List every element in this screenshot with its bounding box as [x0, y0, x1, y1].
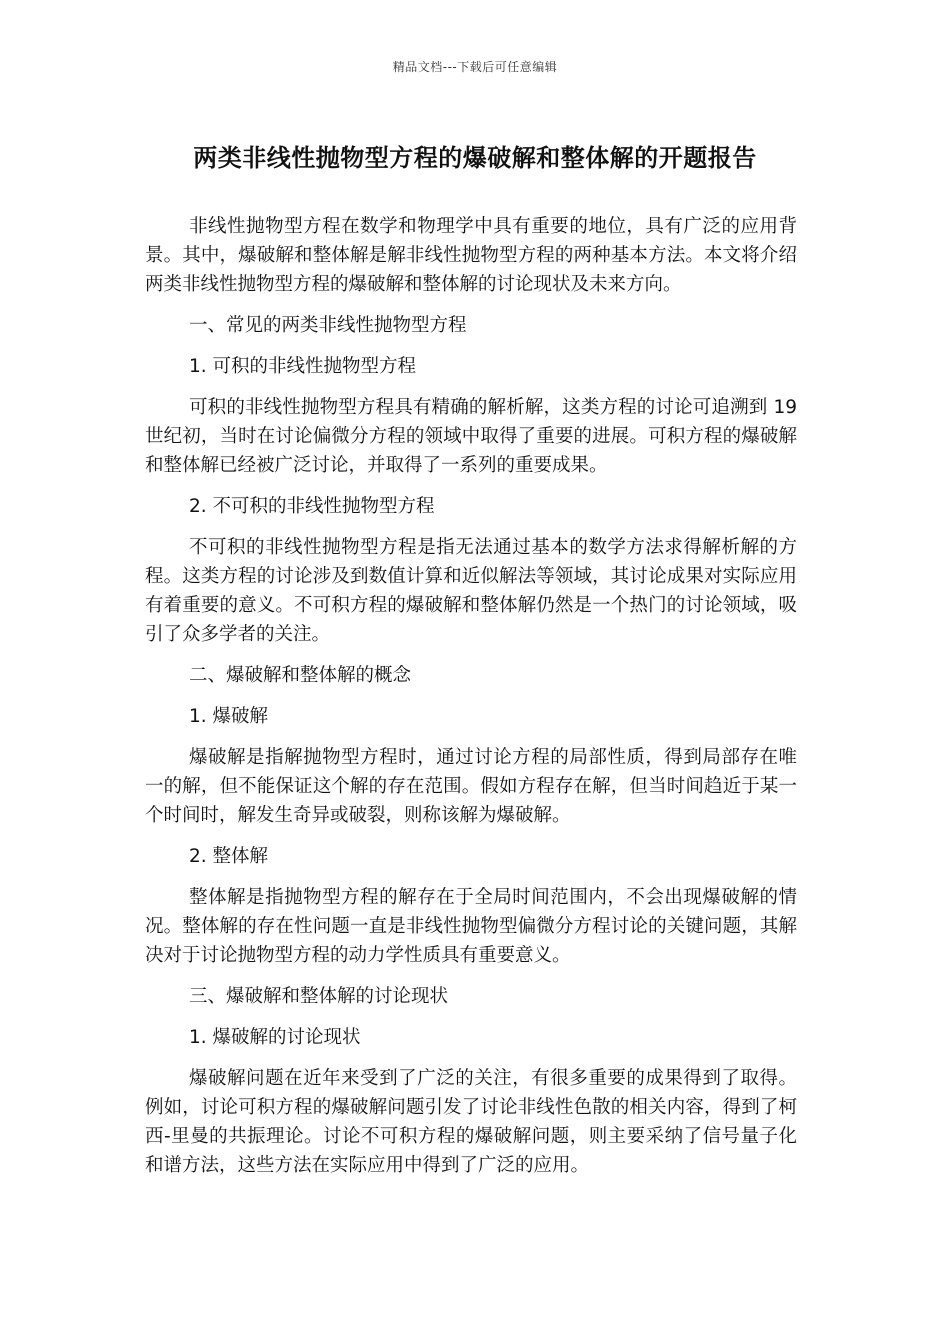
paragraph-integrable: 可积的非线性抛物型方程具有精确的解析解，这类方程的讨论可追溯到 19 世纪初，当时在讨论偏微分方程的领域中取得了重要的进展。可积方程的爆破解和整体解已经被广泛讨论，并取得了一系列的重要成果。 [145, 397, 797, 476]
paragraph-blowup-status: 爆破解问题在近年来受到了广泛的关注，有很多重要的成果得到了取得。例如，讨论可积方程的爆破解问题引发了讨论非线性色散的相关内容，得到了柯西-里曼的共振理论。讨论不可积方程的爆破解问题，则主要采纳了信号量子化和谱方法，这些方法在实际应用中得到了广泛的应用。 [145, 1068, 797, 1176]
section-heading-1: 一、常见的两类非线性抛物型方程 [189, 315, 467, 336]
paragraph-nonintegrable: 不可积的非线性抛物型方程是指无法通过基本的数学方法求得解析解的方程。这类方程的讨论涉及到数值计算和近似解法等领域，其讨论成果对实际应用有着重要的意义。不可积方程的爆破解和整体解仍然是一个热门的讨论领域，吸引了众多学者的关注。 [145, 537, 797, 645]
document-body [145, 212, 797, 1192]
document-title: 两类非线性抛物型方程的爆破解和整体解的开题报告 [193, 144, 757, 172]
subsection-heading-blowup-status: 1. 爆破解的讨论现状 [189, 1027, 361, 1048]
paragraph-global: 整体解是指抛物型方程的解存在于全局时间范围内，不会出现爆破解的情况。整体解的存在性问题一直是非线性抛物型偏微分方程讨论的关键问题，其解决对于讨论抛物型方程的动力学性质具有重要意义。 [145, 887, 797, 966]
section-heading-2: 二、爆破解和整体解的概念 [189, 665, 412, 686]
subsection-heading-blowup: 1. 爆破解 [189, 706, 269, 727]
subsection-heading-integrable: 1. 可积的非线性抛物型方程 [189, 356, 417, 377]
header-note: 精品文档---下载后可任意编辑 [392, 60, 558, 74]
paragraph-intro: 非线性抛物型方程在数学和物理学中具有重要的地位，具有广泛的应用背景。其中，爆破解和整体解是解非线性抛物型方程的两种基本方法。本文将介绍两类非线性抛物型方程的爆破解和整体解的讨论现状及未来方向。 [145, 216, 797, 295]
subsection-heading-global: 2. 整体解 [189, 846, 269, 867]
paragraph-blowup: 爆破解是指解抛物型方程时，通过讨论方程的局部性质，得到局部存在唯一的解，但不能保证这个解的存在范围。假如方程存在解，但当时间趋近于某一个时间时，解发生奇异或破裂，则称该解为爆破解。 [145, 747, 797, 826]
subsection-heading-nonintegrable: 2. 不可积的非线性抛物型方程 [189, 496, 435, 517]
section-heading-3: 三、爆破解和整体解的讨论现状 [189, 986, 449, 1007]
